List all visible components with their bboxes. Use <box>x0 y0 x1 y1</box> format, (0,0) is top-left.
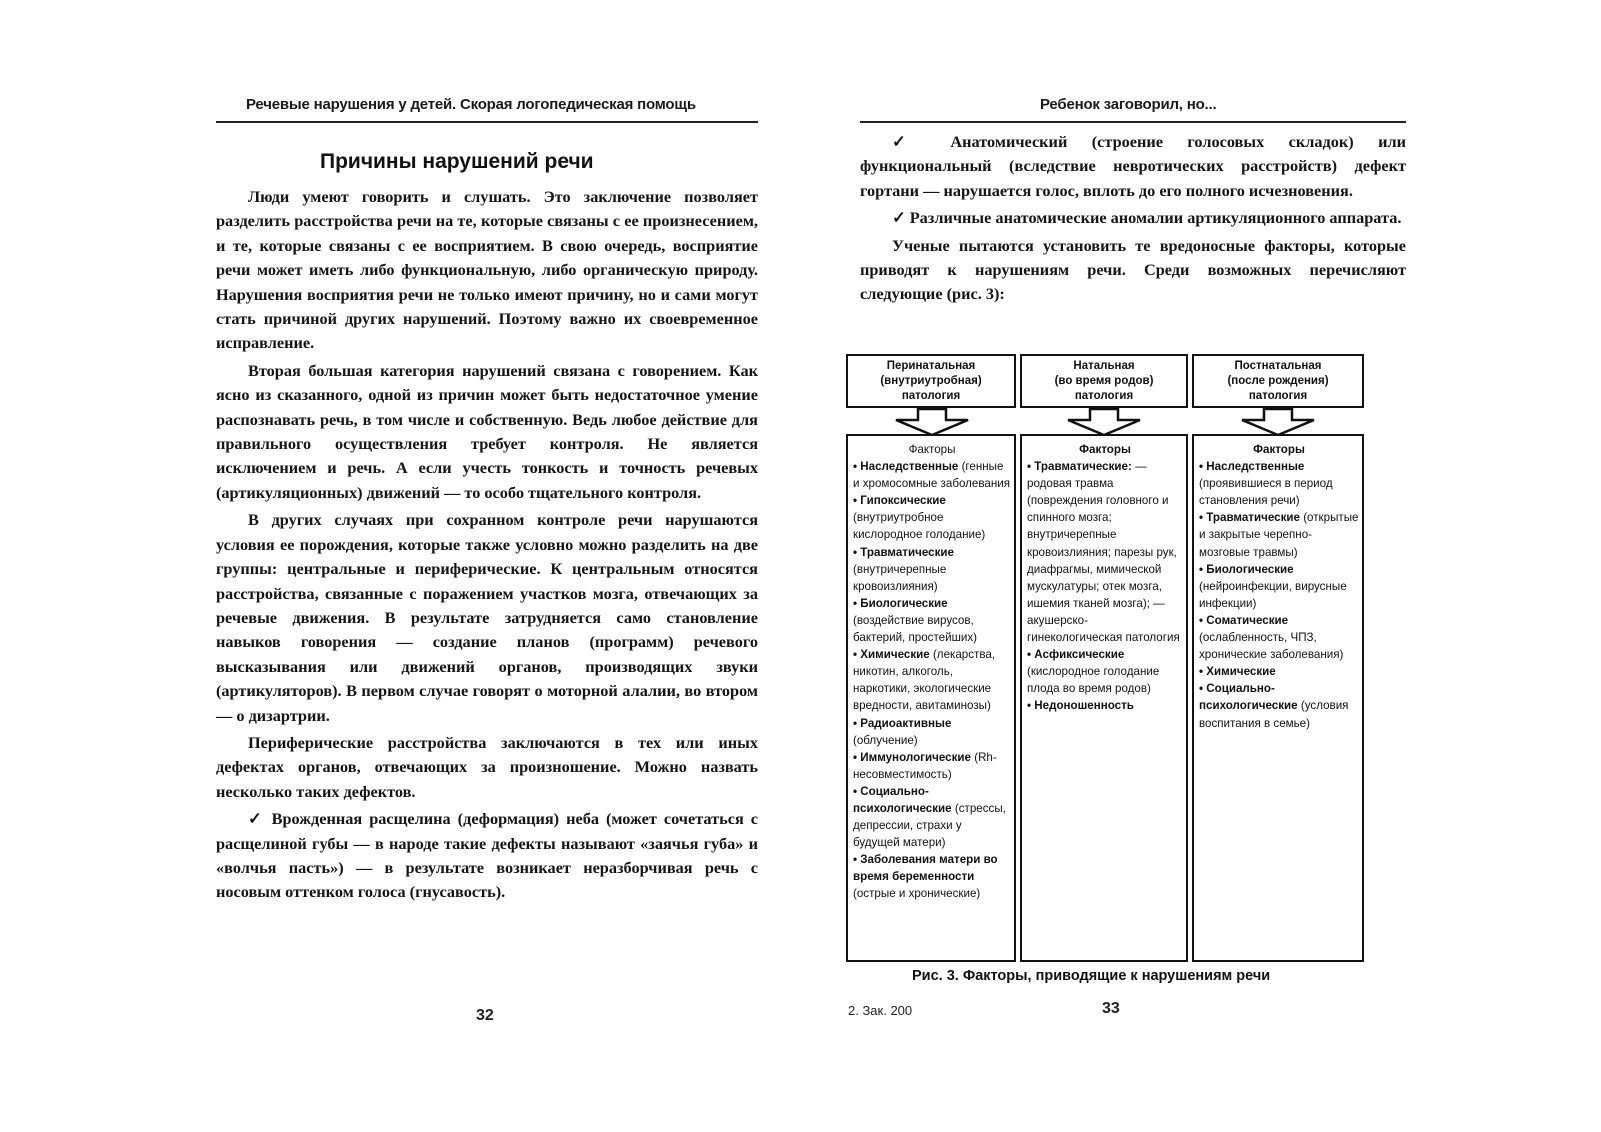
factor-desc: (лекарства, никотин, алкоголь, наркотики, экологические вредности, авитаминозы) <box>853 648 996 713</box>
header-line: Постнатальная <box>1234 360 1322 372</box>
factor-name: • Иммунологические <box>853 750 971 764</box>
factor-name: • Химические <box>853 648 930 662</box>
paragraph: ✓ Анатомический (строение голосовых складок) или функциональный (вследствие невротических расстройств) дефект гортани — нарушается голос, вплоть до его полного исчезновения. <box>860 132 1406 200</box>
factor-item <box>1199 663 1359 680</box>
figure-caption: Рис. 3. Факторы, приводящие к нарушениям речи <box>912 968 1271 984</box>
factor-desc: — родовая травма (повреждения головного и спинного мозга; внутричерепные кровоизлияния; парезы рук, диафрагмы, мимической мускулатуры; отек мозга, ишемия тканей мозга); — акушерско-гинекологическая патология <box>1027 460 1180 645</box>
factor-desc: (стрессы, депрессии, страхи у будущей матери) <box>853 801 1006 850</box>
factor-desc: (генные и хромосомные заболевания <box>853 460 1011 491</box>
header-line: патология <box>901 390 961 402</box>
factor-desc: (условия воспитания в семье) <box>1199 699 1349 730</box>
factor-desc: (воздействие вирусов, бактерий, простейших) <box>853 613 978 645</box>
header-line: патология <box>1248 390 1308 402</box>
factor-item <box>853 595 1011 646</box>
paragraph: ✓ Различные анатомические аномалии артикуляционного аппарата. <box>892 208 1402 228</box>
paragraph: В других случаях при сохранном контроле речи нарушаются условия ее порождения, которые также условно можно разделить на две группы: центральные и периферические. К центральным относятся расстройства, связанные с поражением участков мозга, отвечающих за речевые движения. В результате затрудняется само становление навыков говорения — создание планов (программ) речевого высказывания или движений органов, производящих звуки (артикуляторов). В первом случае говорят о моторной алалии, во втором — о дизартрии. <box>216 510 758 725</box>
factor-name: • Наследственные <box>853 460 959 474</box>
factors-figure <box>842 348 1422 988</box>
header-line: (во время родов) <box>1054 375 1154 387</box>
factor-name: • Травматические: <box>1027 460 1132 474</box>
factor-item <box>1199 509 1359 560</box>
right-page <box>800 0 1601 1132</box>
factor-item <box>1027 458 1183 646</box>
factor-item <box>853 851 1011 902</box>
running-head: Речевые нарушения у детей. Скорая логопедическая помощь <box>246 96 696 113</box>
factor-item <box>1199 561 1359 612</box>
header-line: Натальная <box>1073 360 1135 372</box>
factor-name: • Биологические <box>853 596 948 610</box>
factor-item <box>1199 680 1359 731</box>
box-title: Факторы <box>908 443 956 456</box>
running-head: Ребенок заговорил, но... <box>1040 96 1217 113</box>
down-arrow-icon <box>1066 408 1142 436</box>
factor-item <box>1027 646 1183 697</box>
factor-desc: (внутриутробное кислородное голодание) <box>853 511 986 542</box>
factors-box-natal <box>1020 434 1188 962</box>
factor-desc: (облучение) <box>853 733 918 747</box>
factor-item <box>853 715 1011 749</box>
header-rule <box>860 121 1406 123</box>
paragraph: Люди умеют говорить и слушать. Это заключение позволяет разделить расстройства речи на те, которые связаны с ее произнесением, и те, которые связаны с ее восприятием. В свою очередь, восприятие речи может иметь либо функциональную, либо органическую природу. Нарушения восприятия речи не только имеют причину, но и сами могут стать причиной других нарушений. Поэтому важно их своевременное исправление. <box>216 187 758 353</box>
factor-item <box>853 544 1011 595</box>
factor-desc: (ослабленность, ЧПЗ, хронические заболевания) <box>1199 631 1344 662</box>
factor-name: • Социально-психологические <box>1199 682 1298 713</box>
factor-item <box>853 492 1011 543</box>
header-line: Перинатальная <box>886 360 976 372</box>
page-number: 33 <box>1102 1000 1120 1017</box>
box-title: Факторы <box>1253 443 1305 456</box>
factors-box-postnatal <box>1192 434 1364 962</box>
factor-name: • Гипоксические <box>853 494 946 508</box>
paragraph: Вторая большая категория нарушений связана с говорением. Как ясно из сказанного, одной из причин может быть недостаточное умение распознавать речь, в том числе и собственную. Ведь любое действие для правильного осуществления требует контроля. Не является исключением и речь. А если учесть тонкость и точность речевых (артикуляционных) движений — то особо тщательного контроля. <box>216 360 758 502</box>
factor-name: • Асфиксические <box>1027 648 1125 662</box>
factor-item <box>853 783 1011 851</box>
printer-signature: 2. Зак. 200 <box>848 1003 913 1018</box>
factor-desc: (проявившиеся в период становления речи) <box>1199 477 1333 508</box>
paragraph: ✓ Врожденная расщелина (деформация) неба (может сочетаться с расщелиной губы — в народе такие дефекты называют «заячья губа» и «волчья пасть») — в результате возникает неразборчивая речь с носовым оттенком голоса (гнусавость). <box>216 809 758 902</box>
factor-name: • Химические <box>1199 665 1276 679</box>
figure-header-postnatal <box>1192 354 1364 408</box>
box-title: Факторы <box>1079 443 1131 456</box>
left-page <box>0 0 800 1132</box>
factor-desc: (кислородное голодание плода во время родов) <box>1027 665 1160 696</box>
header-line: (после рождения) <box>1227 375 1329 387</box>
factor-item <box>853 749 1011 783</box>
figure-header-natal <box>1020 354 1188 408</box>
factor-item <box>853 458 1011 492</box>
header-line: патология <box>1074 390 1134 402</box>
factor-name: • Травматические <box>1199 511 1300 525</box>
factor-name: • Заболевания матери во время беременности <box>853 853 998 884</box>
factor-desc: (острые и хронические) <box>853 887 981 901</box>
factor-desc: (Rh-несовместимость) <box>853 750 997 781</box>
factor-desc: (внутричерепные кровоизлияния) <box>853 562 947 593</box>
factors-box-perinatal <box>846 434 1016 962</box>
factor-name: • Недоношенность <box>1027 699 1134 713</box>
factor-item <box>1199 458 1359 509</box>
figure-header-perinatal <box>846 354 1016 408</box>
factor-item <box>853 646 1011 714</box>
factor-name: • Травматические <box>853 545 954 559</box>
chapter-title: Причины нарушений речи <box>320 150 594 173</box>
factor-name: • Биологические <box>1199 562 1294 576</box>
factor-desc: (нейроинфекции, вирусные инфекции) <box>1199 579 1347 610</box>
factor-item <box>1027 697 1183 714</box>
header-rule <box>216 121 758 123</box>
body-text <box>860 130 1406 307</box>
factor-item <box>1199 612 1359 663</box>
factor-name: • Социально-психологические <box>853 784 952 815</box>
paragraph: Периферические расстройства заключаются в тех или иных дефектах органов, отвечающих за произношение. Можно назвать несколько таких дефектов. <box>216 732 758 801</box>
header-line: (внутриутробная) <box>880 375 982 387</box>
factor-desc: (открытые и закрытые черепно-мозговые травмы) <box>1199 511 1359 559</box>
factor-name: • Радиоактивные <box>853 716 952 730</box>
paragraph: Ученые пытаются установить те вредоносные факторы, которые приводят к нарушениям речи. Среди возможных перечисляют следующие (рис. 3): <box>860 235 1406 304</box>
down-arrow-icon <box>894 408 970 436</box>
factor-name: • Соматические <box>1199 613 1289 627</box>
body-text <box>216 185 758 905</box>
page-number: 32 <box>476 1007 494 1024</box>
down-arrow-icon <box>1240 408 1316 436</box>
factor-name: • Наследственные <box>1199 460 1305 474</box>
